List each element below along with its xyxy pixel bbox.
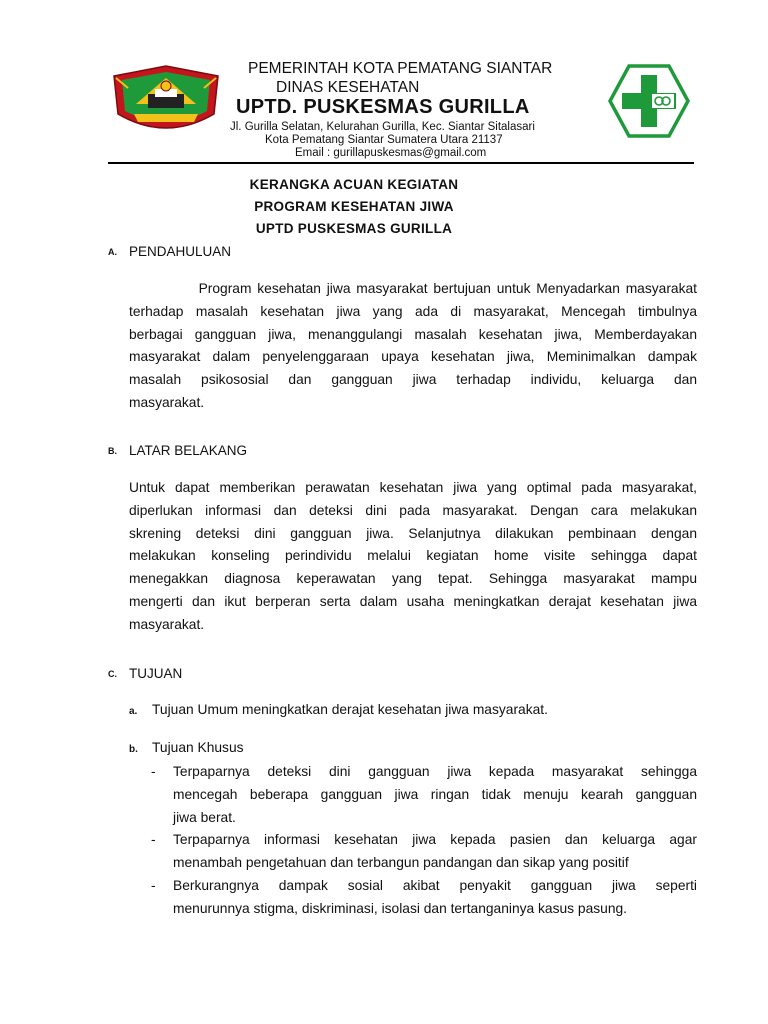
paragraph-line: terhadap masalah kesehatan jiwa yang ada di masyarakat, Mencegah timbulnya (129, 303, 697, 319)
item-marker: b. (129, 744, 138, 755)
item-marker: a. (129, 706, 138, 717)
item-text: Tujuan Umum meningkatkan derajat kesehatan jiwa masyarakat. (152, 702, 548, 717)
paragraph-line: melakukan konseling perindividu melalui kegiatan home visite sehingga dapat (129, 548, 697, 564)
tujuan-umum (129, 702, 548, 717)
bullet-line: Terpaparnya deteksi dini gangguan jiwa kepada masyarakat sehingga (173, 764, 697, 779)
bullet-dash: - (151, 878, 156, 893)
paragraph-line: Program kesehatan jiwa masyarakat bertujuan untuk Menyadarkan masyarakat (129, 281, 697, 296)
header-address: Jl. Gurilla Selatan, Kelurahan Gurilla, Kec. Siantar Sitalasari (230, 121, 535, 133)
paragraph-line: mengerti dan ikut berperan serta dalam usaha meningkatkan derajat kesehatan jiwa (129, 593, 697, 609)
paragraph-line: berbagai gangguan jiwa, menanggulangi masalah kesehatan jiwa, Memberdayakan (129, 326, 697, 342)
paragraph-line: diperlukan informasi dan deteksi dini pada masyarakat. Dengan cara melakukan (129, 502, 697, 518)
bullet-item (151, 875, 697, 921)
paragraph-line: menegakkan diagnosa keperawatan yang tepat. Sehingga masyarakat mampu (129, 571, 697, 587)
section-b-paragraph (129, 477, 697, 637)
bullet-line: jiwa berat. (173, 809, 236, 825)
bullet-dash: - (151, 832, 156, 847)
section-a-heading (108, 244, 231, 259)
section-marker: C. (108, 669, 117, 680)
header-institution: UPTD. PUSKESMAS GURILLA (236, 96, 530, 118)
header-government: PEMERINTAH KOTA PEMATANG SIANTAR (248, 60, 553, 77)
bullet-line: Terpaparnya informasi kesehatan jiwa kepada pasien dan keluarga agar (173, 832, 697, 847)
doc-title-3: UPTD PUSKESMAS GURILLA (255, 221, 453, 236)
paragraph-line: masyarakat dalam penyelenggaraan upaya kesehatan jiwa, Meminimalkan dampak (129, 349, 697, 365)
paragraph-line: skrening deteksi dini gangguan jiwa. Selanjutnya dilakukan pembinaan dengan (129, 525, 697, 541)
section-a-paragraph (129, 278, 697, 415)
paragraph-line: masyarakat. (129, 616, 205, 632)
paragraph-line: Untuk dapat memberikan perawatan kesehatan jiwa yang optimal pada masyarakat, (129, 480, 697, 495)
bullet-item (151, 829, 697, 875)
section-marker: A. (108, 247, 117, 258)
bullet-line: menurunnya stigma, diskriminasi, isolasi dan tertanganinya kasus pasung. (173, 900, 628, 916)
city-emblem-logo (108, 64, 224, 138)
header-city: Kota Pematang Siantar Sumatera Utara 21137 (265, 134, 503, 146)
bullet-line: menambah pengetahuan dan terbangun pandangan dan sikap yang positif (173, 854, 629, 870)
doc-title-2: PROGRAM KESEHATAN JIWA (254, 199, 454, 214)
bullet-line: Berkurangnya dampak sosial akibat penyakit gangguan jiwa seperti (173, 878, 697, 893)
header-divider (108, 162, 694, 164)
paragraph-line: masalah psikososial dan gangguan jiwa terhadap individu, keluarga dan (129, 372, 697, 388)
tujuan-khusus (129, 740, 244, 755)
section-title: PENDAHULUAN (129, 244, 232, 259)
bullet-item (151, 761, 697, 829)
header-email: Email : gurillapuskesmas@gmail.com (295, 147, 487, 159)
section-title: TUJUAN (129, 666, 183, 681)
item-text: Tujuan Khusus (152, 740, 244, 755)
section-marker: B. (108, 446, 117, 457)
bullet-line: mencegah beberapa gangguan jiwa ringan tidak menuju kearah gangguan (173, 786, 697, 802)
section-title: LATAR BELAKANG (129, 443, 248, 458)
paragraph-line: masyarakat. (129, 394, 205, 410)
section-c-heading (108, 666, 182, 681)
bullet-dash: - (151, 764, 156, 779)
section-b-heading (108, 443, 247, 458)
doc-title-1: KERANGKA ACUAN KEGIATAN (249, 177, 459, 192)
header-department: DINAS KESEHATAN (276, 79, 420, 96)
